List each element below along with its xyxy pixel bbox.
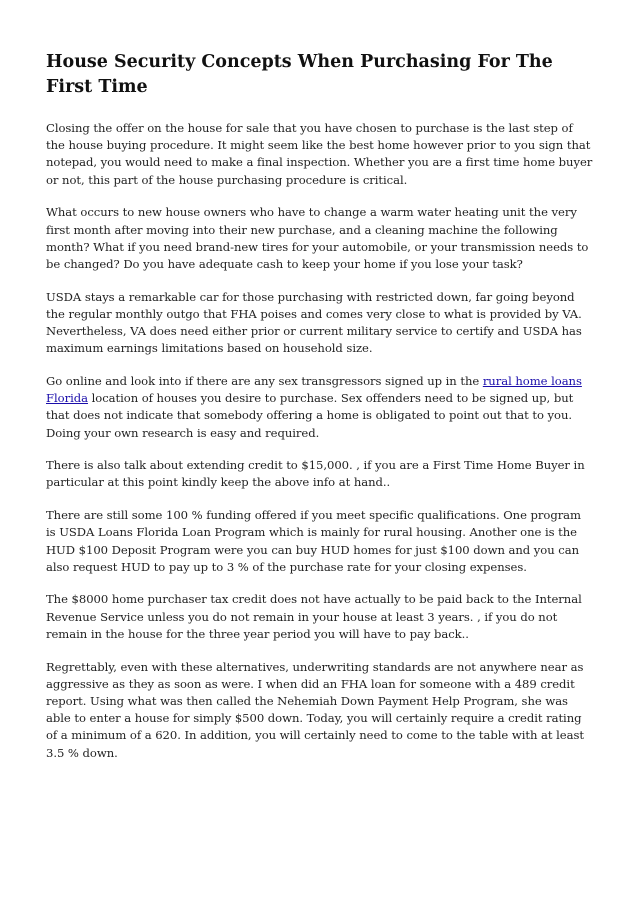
paragraph-4	[46, 373, 594, 442]
paragraph-7: The $8000 home purchaser tax credit does not have actually to be paid back to the Internal Revenue Service unless you do not remain in your house at least 3 years. , if you do not remain in the house for the three year period you will have to pay back..	[46, 592, 582, 641]
article	[46, 50, 594, 777]
paragraph-4-text-after: location of houses you desire to purchase. Sex offenders need to be signed up, but that does not indicate that somebody offering a home is obligated to point out that to you. Doing your own research is easy and required.	[46, 391, 574, 440]
paragraph-5: There is also talk about extending credit to $15,000. , if you are a First Time Home Buyer in particular at this point kindly keep the above info at hand..	[46, 458, 585, 490]
paragraph-2: What occurs to new house owners who have to change a warm water heating unit the very first month after moving into their new purchase, and a cleaning machine the following month? What if you need brand-new tires for your automobile, or your transmission needs to be changed? Do you have adequate cash to keep your home if you lose your task?	[46, 205, 589, 271]
paragraph-8: Regrettably, even with these alternatives, underwriting standards are not anywhere near as aggressive as they as soon as were. I when did an FHA loan for someone with a 489 credit report. Using what was then called the Nehemiah Down Payment Help Program, she was able to enter a house for simply $500 down. Today, you will certainly require a credit rating of a minimum of a 620. In addition, you will certainly need to come to the table with at least 3.5 % down.	[46, 659, 584, 760]
page-title: House Security Concepts When Purchasing For The First Time	[46, 52, 553, 97]
paragraph-6: There are still some 100 % funding offered if you meet specific qualifications. One program is USDA Loans Florida Loan Program which is mainly for rural housing. Another one is the HUD $100 Deposit Program were you can buy HUD homes for just $100 down and you can also request HUD to pay up to 3 % of the purchase rate for your closing expenses.	[46, 508, 581, 574]
paragraph-3: USDA stays a remarkable car for those purchasing with restricted down, far going beyond the regular monthly outgo that FHA poises and comes very close to what is provided by VA. Nevertheless, VA does need either prior or current military service to certify and USDA has maximum earnings limitations based on household size.	[46, 289, 582, 356]
paragraph-1: Closing the offer on the house for sale that you have chosen to purchase is the last step of the house buying procedure. It might seem like the best home however prior to you sign that notepad, you would need to make a final inspection. Whether you are a first time home buyer or not, this part of the house purchasing procedure is critical.	[46, 121, 593, 187]
rural-home-loans-florida-link[interactable]: rural home loans Florida	[46, 373, 582, 406]
paragraph-4-text-before: Go online and look into if there are any sex transgressors signed up in the	[46, 373, 483, 388]
